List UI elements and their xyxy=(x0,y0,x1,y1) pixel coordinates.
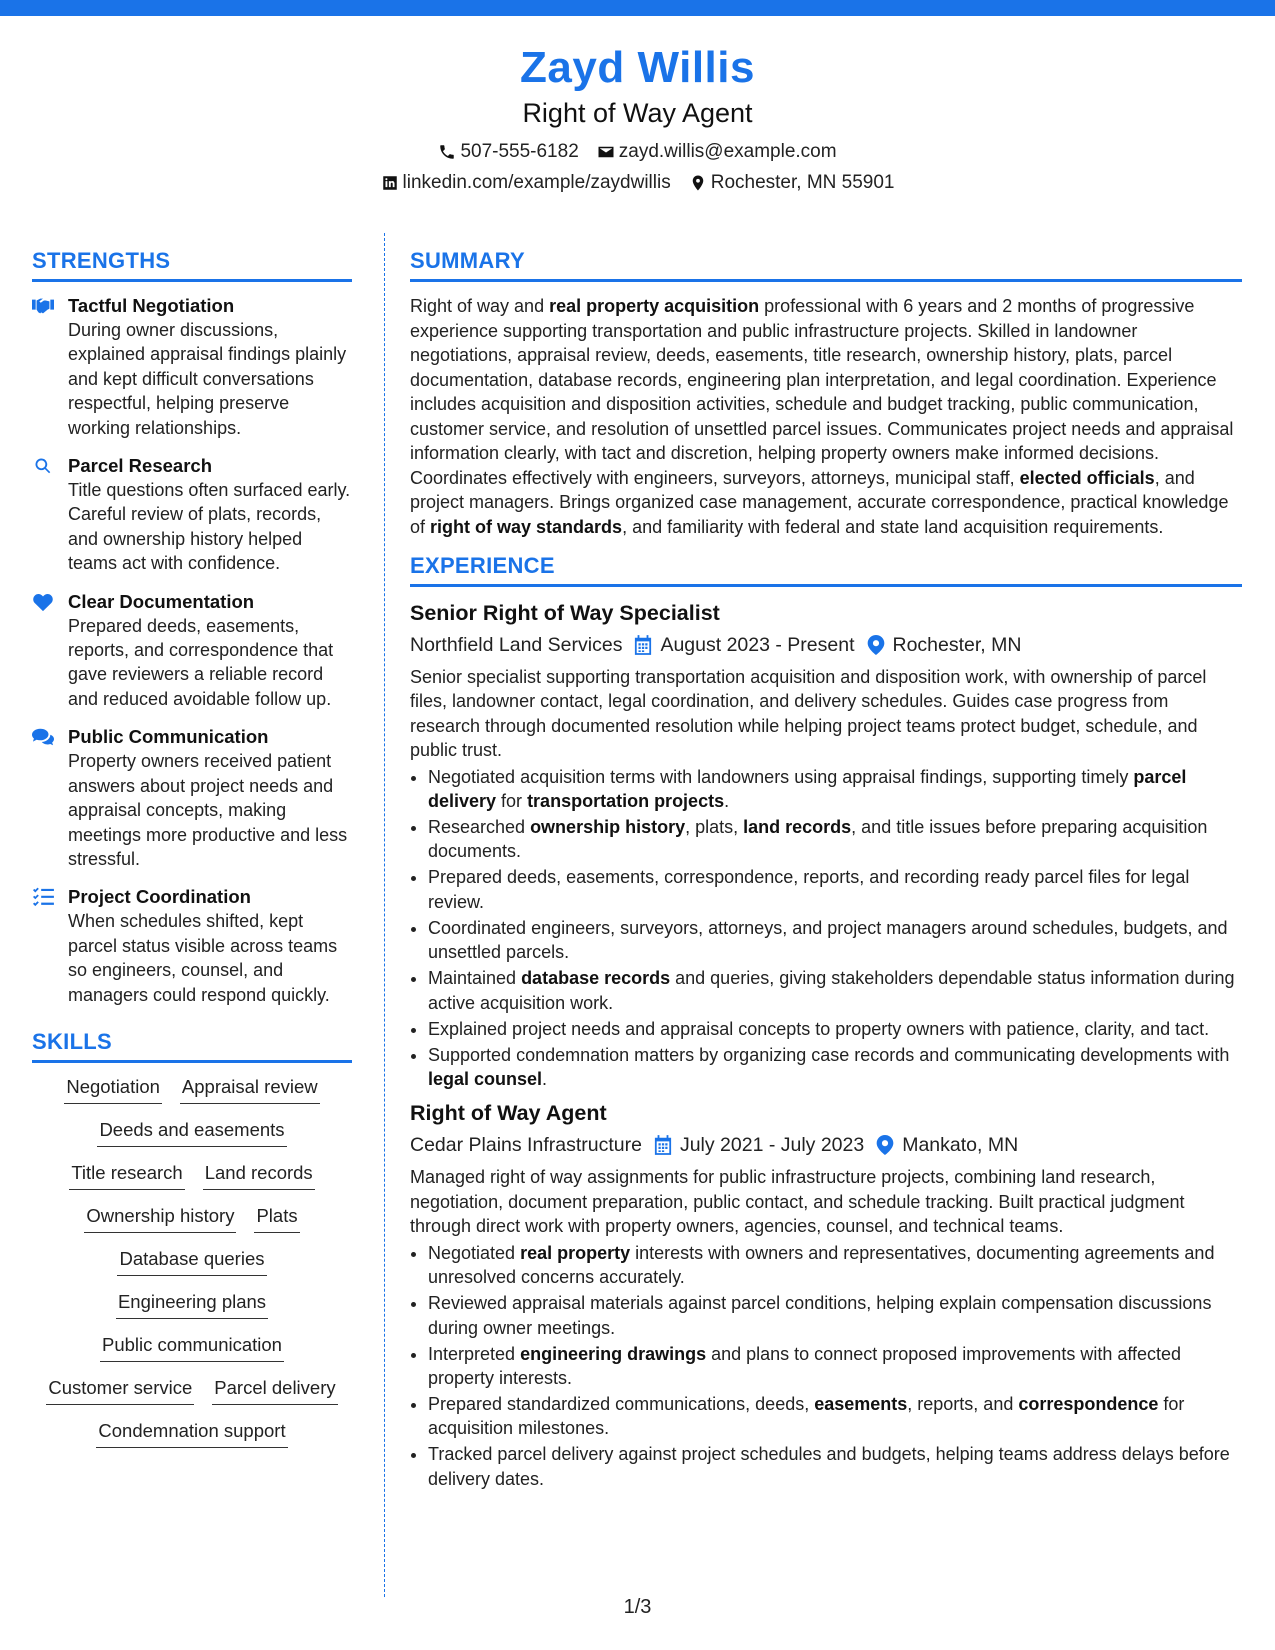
bullet-item xyxy=(428,1017,1242,1041)
candidate-role: Right of Way Agent xyxy=(522,98,753,128)
strength-title: Project Coordination xyxy=(68,886,251,908)
bullet-item xyxy=(428,1241,1242,1290)
skills-row xyxy=(32,1161,352,1190)
text-segment: , reports, and xyxy=(907,1393,1019,1414)
checklist-icon xyxy=(32,887,54,907)
email-link[interactable]: zayd.willis@example.com xyxy=(618,141,837,162)
text-segment: Right of way and xyxy=(410,296,550,316)
skill-tag: Negotiation xyxy=(64,1075,162,1104)
location-text: Rochester, MN 55901 xyxy=(710,172,895,193)
bold-phrase: correspondence xyxy=(1018,1393,1159,1414)
bold-phrase: engineering drawings xyxy=(520,1343,707,1364)
strength-item xyxy=(32,294,352,440)
calendar-icon xyxy=(634,635,652,655)
skills-row xyxy=(32,1419,352,1448)
strength-text: Prepared deeds, easements, reports, and correspondence that gave reviewers a reliable record and reduced avoidable follow up. xyxy=(68,615,334,709)
skills-row xyxy=(32,1247,352,1276)
skill-tag: Plats xyxy=(254,1204,299,1233)
text-segment: Explained project needs and appraisal concepts to property owners with patience, clarity, and tact. xyxy=(428,1018,1210,1039)
text-segment: Prepared standardized communications, deeds, xyxy=(428,1393,815,1414)
location-contact xyxy=(689,171,895,195)
right-column xyxy=(410,248,1242,1499)
candidate-name: Zayd Willis xyxy=(520,43,755,92)
bullet-item xyxy=(428,1043,1242,1092)
skills-row xyxy=(32,1204,352,1233)
strengths-list xyxy=(32,294,352,1007)
bold-phrase: real property xyxy=(520,1242,631,1263)
skill-tag: Ownership history xyxy=(84,1204,236,1233)
strength-text: When schedules shifted, kept parcel status visible across teams so engineers, counsel, and managers could respond quickly. xyxy=(68,911,338,1005)
skills-row xyxy=(32,1376,352,1405)
strength-body xyxy=(68,294,352,440)
skills-row xyxy=(32,1290,352,1319)
search-icon xyxy=(32,456,54,476)
text-segment: Interpreted xyxy=(428,1343,521,1364)
job-meta xyxy=(410,631,1242,659)
bullet-item xyxy=(428,1291,1242,1340)
strength-title: Public Communication xyxy=(68,726,269,748)
jobs-list xyxy=(410,599,1242,1491)
text-segment: Tracked parcel delivery against project schedules and budgets, helping teams address delays before delivery dates. xyxy=(428,1444,1230,1489)
text-segment: , and familiarity with federal and state land acquisition requirements. xyxy=(622,516,1164,537)
text-segment: Coordinated engineers, surveyors, attorneys, and project managers around schedules, budgets, and unsettled parcels. xyxy=(428,917,1228,963)
bold-phrase: legal counsel xyxy=(428,1069,543,1090)
strength-item xyxy=(32,885,352,1007)
strength-icon-wrap xyxy=(32,294,68,440)
strength-item xyxy=(32,454,352,576)
handshake-icon xyxy=(32,296,54,316)
linkedin-contact[interactable] xyxy=(381,171,671,195)
bold-phrase: parcel delivery xyxy=(428,766,1187,812)
page-number: 1/3 xyxy=(623,1596,652,1618)
phone-contact xyxy=(438,140,578,164)
bullet-item xyxy=(428,1392,1242,1441)
company-name: Cedar Plains Infrastructure xyxy=(410,1134,642,1157)
text-segment: for acquisition milestones. xyxy=(428,1393,1185,1439)
job-location xyxy=(867,631,1022,659)
summary-text xyxy=(410,294,1242,539)
contact-row-1 xyxy=(0,140,1275,164)
job-entry xyxy=(410,1099,1242,1491)
strength-text: Title questions often surfaced early. Careful review of plats, records, and ownership history helped teams act with confidence. xyxy=(68,480,351,574)
email-contact[interactable] xyxy=(597,140,837,164)
text-segment: . xyxy=(542,1069,548,1090)
bullet-item xyxy=(428,916,1242,965)
job-title: Senior Right of Way Specialist xyxy=(410,601,720,625)
job-bullets xyxy=(410,765,1242,1092)
skill-tag: Parcel delivery xyxy=(212,1376,337,1405)
phone-icon xyxy=(438,143,456,161)
summary-heading: SUMMARY xyxy=(410,248,1242,282)
strength-icon-wrap xyxy=(32,725,68,871)
strength-title: Clear Documentation xyxy=(68,590,255,612)
map-pin-icon xyxy=(867,635,885,655)
contact-row-2 xyxy=(0,171,1275,195)
skills-row xyxy=(32,1333,352,1362)
bold-phrase: real property acquisition xyxy=(549,296,760,316)
text-segment: Researched xyxy=(428,817,531,838)
company-name: Northfield Land Services xyxy=(410,634,623,656)
skills-row xyxy=(32,1075,352,1104)
bold-phrase: transportation projects xyxy=(527,791,725,812)
job-dates xyxy=(634,631,854,659)
comments-icon xyxy=(32,727,54,747)
job-location-text: Mankato, MN xyxy=(902,1134,1019,1157)
job-description: Senior specialist supporting transportation acquisition and disposition work, with ownership of parcel files, landowner contact, legal coordination, and delivery schedules. Guides case progress from research through documented resolution while helping project teams protect budget, schedule, and public trust. xyxy=(410,667,1207,761)
skills-row xyxy=(32,1118,352,1147)
strength-item xyxy=(32,590,352,712)
strength-body xyxy=(68,590,352,712)
resume-header xyxy=(0,40,1275,195)
job-title: Right of Way Agent xyxy=(410,1101,607,1126)
job-meta xyxy=(410,1131,1242,1159)
bold-phrase: right of way standards xyxy=(430,516,623,537)
job-location-text: Rochester, MN xyxy=(892,634,1022,656)
skill-tag: Deeds and easements xyxy=(97,1118,286,1147)
text-segment: for xyxy=(496,791,528,812)
strength-body xyxy=(68,454,352,576)
skills-heading: SKILLS xyxy=(32,1029,352,1063)
text-segment: Maintained xyxy=(428,968,522,989)
column-divider xyxy=(384,233,385,1597)
strength-body xyxy=(68,885,352,1007)
skill-tag: Condemnation support xyxy=(96,1419,287,1448)
bullet-item xyxy=(428,1442,1242,1491)
skill-tag: Customer service xyxy=(46,1376,194,1405)
job-location xyxy=(876,1131,1018,1159)
text-segment: interests with owners and representatives, documenting agreements and unresolved concerns accurately. xyxy=(428,1242,1215,1288)
envelope-icon xyxy=(597,143,615,161)
strength-title: Parcel Research xyxy=(68,455,212,477)
strength-icon-wrap xyxy=(32,885,68,1007)
text-segment: Supported condemnation matters by organizing case records and communicating developments with xyxy=(428,1044,1230,1065)
bullet-item xyxy=(428,1342,1242,1391)
map-pin-icon xyxy=(876,1135,894,1155)
linkedin-link[interactable]: linkedin.com/example/zaydwillis xyxy=(402,172,671,193)
linkedin-icon xyxy=(381,174,399,192)
skill-tag: Land records xyxy=(203,1161,315,1190)
text-segment: and plans to connect proposed improvements with affected property interests. xyxy=(428,1343,1182,1388)
skill-tag: Appraisal review xyxy=(180,1075,320,1104)
bullet-item xyxy=(428,815,1242,864)
strength-title: Tactful Negotiation xyxy=(68,295,235,316)
skill-tag: Database queries xyxy=(117,1247,266,1276)
text-segment: Prepared deeds, easements, correspondence, reports, and recording ready parcel files for legal review. xyxy=(428,867,1190,912)
job-description: Managed right of way assignments for public infrastructure projects, combining land research, negotiation, document preparation, public contact, and schedule tracking. Built practical judgment through direct work with property owners, agencies, counsel, and technical teams. xyxy=(410,1167,1185,1237)
bullet-item xyxy=(428,765,1242,814)
calendar-icon xyxy=(654,1135,672,1155)
bold-phrase: easements xyxy=(814,1393,908,1414)
heart-icon xyxy=(32,592,54,612)
bullet-item xyxy=(428,865,1242,914)
strength-body xyxy=(68,725,352,871)
strengths-heading: STRENGTHS xyxy=(32,248,352,282)
skill-tag: Public communication xyxy=(100,1333,284,1362)
text-segment: Reviewed appraisal materials against parcel conditions, helping explain compensation discussions during owner meetings. xyxy=(428,1293,1212,1338)
text-segment: , and project managers. Brings organized case management, accurate correspondence, practical knowledge of xyxy=(410,467,1229,537)
strength-text: During owner discussions, explained appraisal findings plainly and kept difficult conversations respectful, helping preserve working relationships. xyxy=(68,320,347,438)
left-column xyxy=(32,248,352,1462)
text-segment: . xyxy=(724,791,730,812)
bold-phrase: database records xyxy=(521,968,671,989)
map-pin-icon xyxy=(689,174,707,192)
bullet-item xyxy=(428,966,1242,1015)
text-segment: , plats, xyxy=(685,817,744,838)
job-entry xyxy=(410,599,1242,1091)
strength-text: Property owners received patient answers about project needs and appraisal concepts, making meetings more productive and less stressful. xyxy=(68,751,348,869)
experience-heading: EXPERIENCE xyxy=(410,553,1242,587)
text-segment: Negotiated acquisition terms with landowners using appraisal findings, supporting timely xyxy=(428,766,1134,787)
bold-phrase: land records xyxy=(743,817,852,838)
strength-icon-wrap xyxy=(32,454,68,576)
strength-item xyxy=(32,725,352,871)
top-accent-bar xyxy=(0,0,1275,16)
phone-text: 507-555-6182 xyxy=(460,141,579,162)
skill-tag: Engineering plans xyxy=(116,1290,268,1319)
skills-list xyxy=(32,1075,352,1448)
skill-tag: Title research xyxy=(69,1161,184,1190)
text-segment: professional with 6 years and 2 months of progressive experience supporting transportation and public infrastructure projects. Skilled in landowner negotiations, appraisal review, deeds, easements, title research, ownership history, plats, parcel documentation, database records, engineering plan interpretation, and legal coordination. Experience includes acquisition and disposition activities, schedule and budget tracking, public communication, customer service, and resolution of unsettled parcel issues. Communicates project needs and appraisal information clearly, with tact and discretion, helping property owners make informed decisions. Coordinates effectively with engineers, surveyors, attorneys, municipal staff, xyxy=(410,296,1234,488)
bold-phrase: elected officials xyxy=(1019,467,1155,488)
text-segment: , and title issues before preparing acquisition documents. xyxy=(428,817,1208,862)
text-segment: and queries, giving stakeholders dependable status information during active acquisition work. xyxy=(428,968,1235,1013)
job-dates xyxy=(654,1131,864,1159)
strength-icon-wrap xyxy=(32,590,68,712)
job-dates-text: July 2021 - July 2023 xyxy=(679,1134,865,1157)
job-dates-text: August 2023 - Present xyxy=(660,634,855,656)
bold-phrase: ownership history xyxy=(530,817,686,838)
text-segment: Negotiated xyxy=(428,1242,521,1263)
job-bullets xyxy=(410,1241,1242,1491)
